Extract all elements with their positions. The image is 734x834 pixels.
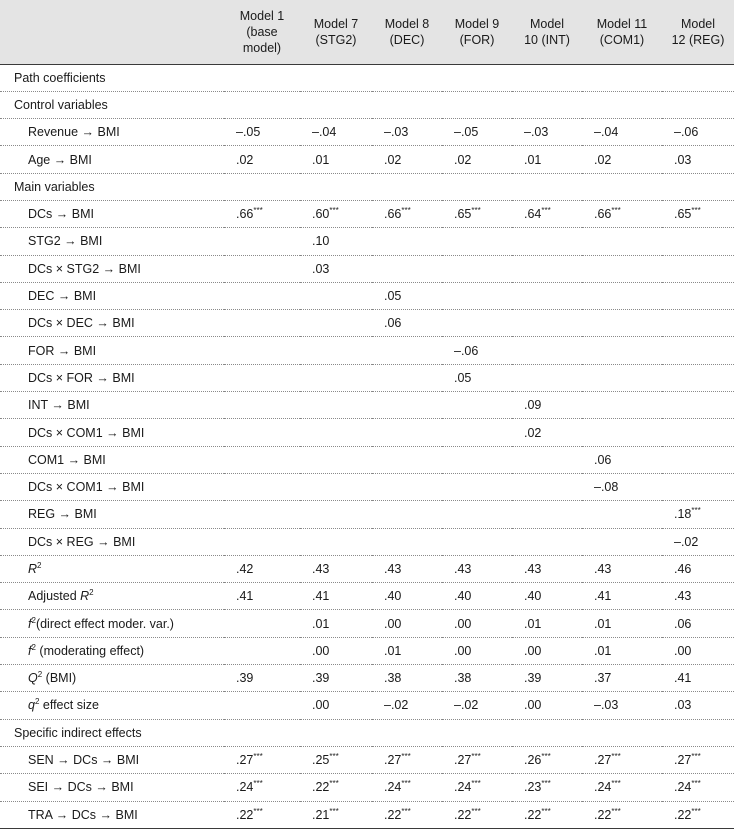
value-cell	[512, 528, 582, 555]
value-cell: –.08	[594, 480, 619, 495]
row-label: SEN → DCs → BMI	[28, 753, 140, 768]
value-cell: .40	[524, 589, 542, 604]
value-cell: .66***	[384, 205, 411, 222]
value-cell: .22***	[384, 806, 411, 822]
table-row	[0, 501, 734, 528]
table-row	[0, 255, 734, 282]
value-cell	[372, 392, 442, 419]
value-cell	[224, 528, 300, 555]
value-cell	[224, 228, 300, 255]
value-cell: .27***	[454, 751, 481, 768]
value-cell	[442, 255, 512, 282]
value-cell: .24***	[454, 779, 481, 795]
value-cell	[300, 392, 372, 419]
value-cell	[224, 446, 300, 473]
section-label: Specific indirect effects	[14, 725, 142, 740]
value-cell	[224, 610, 300, 637]
value-cell: .27***	[674, 751, 701, 768]
value-cell: .43	[312, 561, 330, 576]
row-label: Revenue → BMI	[28, 125, 120, 140]
table-header	[0, 0, 734, 64]
value-cell	[300, 419, 372, 446]
value-cell: .27***	[236, 751, 263, 768]
value-cell	[372, 446, 442, 473]
value-cell: .40	[454, 589, 472, 604]
value-cell: –.02	[674, 534, 699, 549]
value-cell: .24***	[594, 779, 621, 795]
value-cell	[582, 501, 662, 528]
value-cell	[582, 419, 662, 446]
row-label: REG → BMI	[28, 507, 97, 522]
value-cell	[662, 392, 734, 419]
table-row	[0, 228, 734, 255]
value-cell: .39	[312, 671, 330, 686]
value-cell: .02	[594, 152, 612, 167]
value-cell	[662, 310, 734, 337]
value-cell: .65***	[674, 205, 701, 222]
section-row	[0, 719, 734, 746]
header-cell-model-8: Model 8 (DEC)	[384, 16, 430, 47]
value-cell: –.04	[594, 125, 619, 140]
value-cell	[372, 473, 442, 500]
value-cell	[512, 255, 582, 282]
value-cell	[224, 692, 300, 719]
section-row	[0, 91, 734, 118]
section-label: Path coefficients	[14, 70, 106, 85]
value-cell: .22***	[454, 806, 481, 822]
value-cell: .24***	[384, 779, 411, 795]
value-cell: .39	[236, 671, 254, 686]
row-label: STG2 → BMI	[28, 234, 103, 249]
value-cell: –.03	[524, 125, 549, 140]
value-cell: .05	[454, 370, 472, 385]
value-cell	[662, 419, 734, 446]
section-label: Control variables	[14, 97, 108, 112]
table-row	[0, 528, 734, 555]
value-cell: .06	[594, 452, 612, 467]
value-cell: .02	[524, 425, 542, 440]
row-label: DCs × STG2 → BMI	[28, 261, 141, 276]
value-cell: .00	[524, 698, 542, 713]
value-cell: .43	[384, 561, 402, 576]
value-cell	[512, 473, 582, 500]
row-label: SEI → DCs → BMI	[28, 780, 134, 795]
value-cell: –.05	[454, 125, 479, 140]
value-cell: –.06	[454, 343, 479, 358]
value-cell	[224, 637, 300, 664]
value-cell: .22***	[312, 779, 339, 795]
value-cell	[512, 228, 582, 255]
value-cell	[442, 310, 512, 337]
value-cell	[300, 364, 372, 391]
value-cell: .02	[454, 152, 472, 167]
value-cell: .18***	[674, 506, 701, 522]
value-cell	[300, 310, 372, 337]
value-cell	[224, 255, 300, 282]
value-cell: .01	[312, 616, 330, 631]
value-cell	[300, 337, 372, 364]
value-cell: –.04	[312, 125, 337, 140]
row-label: $f^2(direct$ effect moder. var.)	[28, 615, 174, 631]
value-cell	[224, 473, 300, 500]
value-cell: .66***	[594, 205, 621, 222]
row-label: Adjusted $R^2$	[28, 588, 94, 604]
value-cell	[512, 337, 582, 364]
table-row	[0, 692, 734, 719]
value-cell	[372, 337, 442, 364]
value-cell: .09	[524, 398, 542, 413]
value-cell: .38	[454, 671, 472, 686]
value-cell	[662, 473, 734, 500]
header-cell-model-11: Model 11 (COM1)	[596, 16, 648, 47]
value-cell: .01	[384, 643, 402, 658]
value-cell: .10	[312, 234, 330, 249]
value-cell: .05	[384, 289, 402, 304]
value-cell: .24***	[236, 779, 263, 795]
row-label: DCs × COM1 → BMI	[28, 425, 145, 440]
value-cell: .26***	[524, 751, 551, 768]
value-cell: .46	[674, 561, 692, 576]
header-cell-model-9: Model 9 (FOR)	[454, 16, 500, 47]
value-cell	[442, 228, 512, 255]
value-cell	[224, 337, 300, 364]
row-label: $q^2$ effect size	[28, 697, 99, 713]
table-row	[0, 473, 734, 500]
table-row	[0, 282, 734, 309]
value-cell	[442, 446, 512, 473]
row-label: COM1 → BMI	[28, 452, 106, 467]
value-cell	[372, 419, 442, 446]
value-cell	[224, 282, 300, 309]
value-cell	[224, 392, 300, 419]
value-cell: –.03	[594, 698, 619, 713]
table-row	[0, 119, 734, 146]
header-cell-model-7: Model 7 (STG2)	[313, 16, 359, 47]
row-label: DCs × COM1 → BMI	[28, 480, 145, 495]
value-cell: .00	[312, 643, 330, 658]
value-cell: .41	[674, 671, 692, 686]
value-cell	[582, 228, 662, 255]
value-cell	[300, 282, 372, 309]
value-cell: .43	[524, 561, 542, 576]
section-row	[0, 173, 734, 200]
value-cell: .38	[384, 671, 402, 686]
value-cell: .01	[524, 616, 542, 631]
value-cell: .00	[454, 643, 472, 658]
value-cell	[442, 473, 512, 500]
value-cell: .01	[594, 616, 612, 631]
header-cell-model-10: Model 10 (INT)	[524, 16, 570, 47]
value-cell: .64***	[524, 205, 551, 222]
table-row	[0, 200, 734, 227]
value-cell	[582, 255, 662, 282]
value-cell	[582, 310, 662, 337]
value-cell: .03	[674, 152, 692, 167]
value-cell	[442, 419, 512, 446]
row-label: $Q^2$ (BMI)	[28, 670, 77, 686]
value-cell	[224, 419, 300, 446]
value-cell	[512, 310, 582, 337]
value-cell: .01	[524, 152, 542, 167]
table-row	[0, 146, 734, 173]
row-label: DCs × DEC → BMI	[28, 316, 135, 331]
value-cell: –.06	[674, 125, 699, 140]
value-cell	[582, 528, 662, 555]
value-cell	[372, 364, 442, 391]
row-label: FOR → BMI	[28, 343, 97, 358]
value-cell: .03	[312, 261, 330, 276]
value-cell	[224, 501, 300, 528]
value-cell	[224, 310, 300, 337]
table-row	[0, 446, 734, 473]
table-row	[0, 665, 734, 692]
value-cell: .65***	[454, 205, 481, 222]
value-cell: .00	[674, 643, 692, 658]
value-cell: .43	[594, 561, 612, 576]
value-cell	[512, 446, 582, 473]
value-cell: .00	[454, 616, 472, 631]
value-cell	[512, 282, 582, 309]
table-row	[0, 583, 734, 610]
row-label: DCs × FOR → BMI	[28, 370, 135, 385]
value-cell: .02	[384, 152, 402, 167]
row-label: DEC → BMI	[28, 289, 97, 304]
table-row	[0, 637, 734, 664]
value-cell	[582, 364, 662, 391]
value-cell: .60***	[312, 205, 339, 222]
value-cell	[372, 501, 442, 528]
value-cell	[300, 528, 372, 555]
value-cell: .22***	[236, 806, 263, 822]
value-cell	[300, 501, 372, 528]
table-row	[0, 392, 734, 419]
value-cell: –.03	[384, 125, 409, 140]
table-row	[0, 746, 734, 773]
value-cell	[442, 392, 512, 419]
value-cell: .00	[524, 643, 542, 658]
value-cell: .21***	[312, 806, 339, 822]
value-cell: .42	[236, 561, 254, 576]
value-cell: .39	[524, 671, 542, 686]
value-cell	[442, 282, 512, 309]
table-row	[0, 555, 734, 582]
value-cell: .24***	[674, 779, 701, 795]
value-cell: .03	[674, 698, 692, 713]
value-cell: .06	[384, 316, 402, 331]
value-cell: .22***	[674, 806, 701, 822]
table-row	[0, 419, 734, 446]
header-cell-label	[0, 0, 224, 64]
value-cell	[582, 282, 662, 309]
value-cell: .43	[674, 589, 692, 604]
value-cell: .00	[384, 616, 402, 631]
value-cell	[512, 364, 582, 391]
value-cell	[372, 528, 442, 555]
value-cell: .00	[312, 698, 330, 713]
value-cell	[442, 528, 512, 555]
value-cell: –.02	[384, 698, 409, 713]
value-cell: .43	[454, 561, 472, 576]
table-row	[0, 337, 734, 364]
value-cell	[442, 501, 512, 528]
value-cell: .40	[384, 589, 402, 604]
value-cell: –.02	[454, 698, 479, 713]
table-row	[0, 610, 734, 637]
value-cell	[372, 228, 442, 255]
row-label: DCs × REG → BMI	[28, 534, 136, 549]
value-cell	[300, 473, 372, 500]
section-row	[0, 64, 734, 91]
value-cell: .27***	[384, 751, 411, 768]
value-cell	[512, 501, 582, 528]
value-cell	[662, 228, 734, 255]
value-cell: .37	[594, 671, 612, 686]
value-cell: .01	[312, 152, 330, 167]
value-cell	[662, 282, 734, 309]
header-cell-model-1: Model 1 (base model)	[239, 8, 285, 55]
value-cell	[662, 446, 734, 473]
value-cell: .25***	[312, 751, 339, 768]
value-cell	[662, 364, 734, 391]
row-label: $R^2$	[28, 560, 42, 576]
value-cell: –.05	[236, 125, 261, 140]
value-cell: .06	[674, 616, 692, 631]
section-label: Main variables	[14, 179, 95, 194]
value-cell: .27***	[594, 751, 621, 768]
row-label: INT → BMI	[28, 398, 90, 413]
row-label: $f^2$ (moderating effect)	[28, 642, 145, 658]
table-body	[0, 64, 734, 828]
value-cell	[582, 392, 662, 419]
value-cell: .23***	[524, 779, 551, 795]
value-cell: .22***	[524, 806, 551, 822]
value-cell	[582, 337, 662, 364]
value-cell: .01	[594, 643, 612, 658]
value-cell: .22***	[594, 806, 621, 822]
header-cell-model-12: Model 12 (REG)	[671, 16, 725, 47]
value-cell	[662, 255, 734, 282]
value-cell: .02	[236, 152, 254, 167]
value-cell: .41	[236, 589, 254, 604]
value-cell	[300, 446, 372, 473]
table-row	[0, 364, 734, 391]
value-cell	[662, 337, 734, 364]
value-cell	[224, 364, 300, 391]
table-row	[0, 310, 734, 337]
value-cell: .41	[594, 589, 612, 604]
value-cell: .66***	[236, 205, 263, 222]
header-row	[0, 0, 734, 64]
row-label: DCs → BMI	[28, 207, 94, 222]
row-label: TRA → DCs → BMI	[28, 807, 138, 822]
table-row	[0, 774, 734, 801]
value-cell	[372, 255, 442, 282]
table-row	[0, 801, 734, 828]
value-cell: .41	[312, 589, 330, 604]
row-label: Age → BMI	[28, 152, 92, 167]
